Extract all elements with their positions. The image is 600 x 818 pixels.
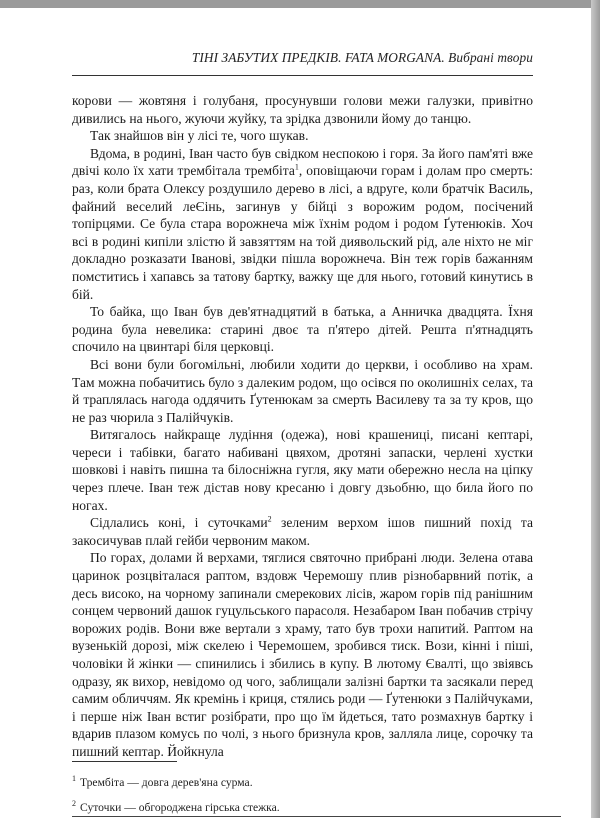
footnote-1-number: 1 — [72, 774, 76, 783]
paragraph-8: По горах, долами й верхами, тяглися святочно прибрані люди. Зелена отава царинок розцвіталася раптом, вздовж Черемошу плив різнобарвний потік, а десь високо, на чорному запинали смерекових лісів, жаром горів під ранішним сонцем червоний дашок гуцульського парасоля. Незабаром Іван побачив стрічу ворожих родів. Вони вже вертали з храму, тато був трохи напитий. Раптом на вузенькій дорозі, між скелею і Черемошем, зробився тиск. Вози, кінні і піші, чоловіки й жінки — спинились і збились в купу. В лютому Євалті, що звіявсь одразу, як вихор, невідомо од чого, заблищали залізні бартки та засякали перед самим обличчям. Як кремінь і криця, стялись роди — Ґутенюки з Палійчуками, і перше ніж Іван встиг розібрати, про що їм йдеться, тато розмахнув бартку і вдарив плазом комусь по чолі, з нього бризнула кров, залляла лице, сорочку та пишний кептар. Йойкнула — [72, 550, 533, 759]
paragraph-2: Так знайшов він у лісі те, чого шукав. — [90, 128, 309, 144]
footnote-1 — [72, 768, 533, 793]
page-shadow — [591, 0, 600, 818]
book-page[interactable] — [0, 8, 591, 818]
header-rule — [72, 75, 533, 76]
paragraph-7 — [72, 514, 533, 549]
footnote-1-text: Трембіта — довга дерев'яна сурма. — [80, 775, 253, 789]
footnote-2-number: 2 — [72, 798, 76, 808]
footnote-ref-1[interactable]: 1 — [294, 162, 299, 172]
bottom-rule — [72, 816, 561, 817]
body-text — [72, 92, 533, 761]
paragraph-7-text-a: Сідлались коні, і суточками — [90, 515, 268, 531]
paragraph-1: корови — жовтяня і голубаня, просунувши голови межи галузки, привітно дивились на нього, жуючи жуйку, та зрідка дзвонили йому до танцю. — [72, 93, 533, 126]
paragraph-7-text-b: зеленим верхом ішов пишний похід та закосичував плай гейби червоним маком. — [72, 515, 533, 548]
paragraph-4: То байка, що Іван був дев'ятнадцятий в батька, а Анничка двадцята. Їхня родина була невелика: старині двоє та п'ятеро дітей. Решта п'ятнадцять спочило на цвинтарі біля церковці. — [72, 304, 533, 355]
paragraph-5: Всі вони були богомільні, любили ходити до церкви, і особливо на храм. Там можна побачитись було з далеким родом, що осівся по околишніх селах, та й траплялась нагода оддячить Ґутенюкам за смерть Василеву та за ту кров, що не раз чюрила з Палійчуків. — [72, 356, 533, 425]
paragraph-3 — [72, 145, 533, 303]
footnote-ref-2[interactable]: 2 — [267, 514, 272, 524]
paragraph-6: Витягалось найкраще лудіння (одежа), нові крашениці, писані кептарі, череси і табівки, багато набивані цвяхом, дротяні запаски, черлені хустки шовкові і навіть пишна та білосніжна гугля, яку мати обережно несла на ціпку через плече. Іван теж дістав нову кресаню і довгу дзьобню, що била його по ногах. — [72, 427, 533, 513]
footnotes — [72, 768, 533, 818]
paragraph-3-text-a: Вдома, в родині, Іван часто був свідком неспокою і горя. За його пам'яті вже двічі коло їх хати трембітала трембіта — [72, 145, 533, 179]
footnote-2 — [72, 793, 533, 818]
paragraph-3-text-b: , оповіщаючи горам і долам про смерть: раз, коли брата Олексу роздушило дерево в лісі, а вдруге, коли братчік Василь, файний веселий леЄінь, загинув у бійці з ворожим родом, посічений топірцями. Се була стара ворожнеча між їхнім родом і родом Ґутенюків. Хоч всі в родині кипіли злістю й завзяттям на той диявольский рід, але ніхто не міг докладно розказати Іванові, звідки пішла ворожнеча. Він теж горів бажанням помститись і хапавсь за татову бартку, важку ще для нього, готовий кинутись в бій. — [72, 163, 534, 302]
footnote-2-text: Суточки — обгороджена гірська стежка. — [80, 800, 280, 814]
running-title: ТІНІ ЗАБУТИХ ПРЕДКІВ. FATA MORGANA. Вибрані твори — [191, 50, 533, 65]
footnote-rule — [72, 761, 177, 762]
